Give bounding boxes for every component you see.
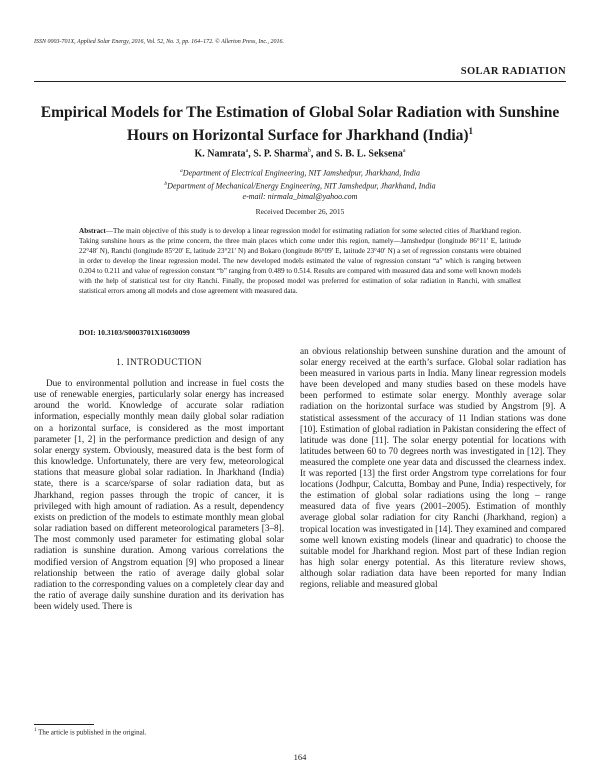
header-rule: [34, 81, 566, 82]
article-title-text: Empirical Models for The Estimation of Global Solar Radiation with Sunshine Hours on Horizontal Surface for Jharkhand (India): [40, 104, 560, 145]
abstract-label: Abstract: [79, 227, 106, 235]
footnote-text: The article is published in the original.: [38, 728, 147, 737]
affiliation-line: [0, 166, 600, 179]
footnote-mark: 1: [34, 728, 37, 733]
author-email[interactable]: e-mail: nirmala_bimal@yahoo.com: [242, 192, 358, 202]
author-separator: , and: [310, 148, 335, 160]
author-affil-mark: a: [245, 148, 249, 154]
author-affil-mark: a: [402, 148, 406, 154]
footnote: [34, 728, 146, 736]
doi[interactable]: DOI: 10.3103/S0003701X16030099: [79, 328, 190, 337]
affiliation-text: Department of Mechanical/Energy Engineering, NIT Jamshedpur, Jharkhand, India: [167, 181, 436, 191]
author-separator: ,: [248, 148, 254, 160]
author-list: [0, 148, 600, 159]
footnote-rule: [34, 724, 94, 725]
section-heading-introduction: 1. INTRODUCTION: [116, 358, 202, 368]
affiliation-line: [0, 179, 600, 192]
author-affil-mark: b: [307, 148, 311, 154]
journal-citation-header: ISSN 0003-701X, Applied Solar Energy, 2016, Vol. 52, No. 3, pp. 164–172. © Allerton Press, Inc., 2016.: [34, 39, 285, 45]
author-name: S. B. L. Seksena: [334, 148, 403, 160]
author-name: K. Namrata: [194, 148, 246, 160]
article-title: [40, 103, 560, 145]
affiliation-mark: b: [164, 180, 168, 187]
affiliation-text: Department of Electrical Engineering, NIT Jamshedpur, Jharkhand, India: [182, 168, 420, 178]
abstract: [79, 226, 521, 296]
title-footnote-mark: 1: [468, 126, 474, 136]
abstract-text: —The main objective of this study is to develop a linear regression model for estimating radiation for some selected cities of Jharkhand region. Taking sunshine hours as the prime concern, the three main places which come under this region, namely—Jamshedpur (longitude 86°11′ E, latitude 22°48′ N), Ranchi (longitude 85°20′ E, latitude 23°21′ N) and Bokaro (longitude 86°09′ E, latitude 23°40′ N) a set of regression constants were obtained in order to develop the linear regression model. The new developed models estimated the value of regression constant “a” which is ranging between 0.204 to 0.211 and value of regression constant “b” ranging from 0.489 to 0.514. Results are compared with measured data and some well known models with the help of statistical test for city Ranchi. Finally, the proposed model was preferred for estimation of solar radiation in Ranchi, with smallest statistical errors among all models and close agreement with measured data.: [79, 227, 521, 295]
introduction-right-column: an obvious relationship between sunshine duration and the amount of solar energy received at the earth’s surface. Global solar radiation has been measured in various parts in India. Many linear regression models have been developed and many studies based on these models have been performed to estimate solar energy. Monthly average solar radiation on the horizontal surface was studied by Angstrom [9]. A statistical assessment of the accuracy of 11 Indian stations was done [10]. Estimation of global radiation in Pakistan considering the effect of latitude was done [11]. The solar energy potential for locations with latitudes between 60 to 70 degrees north was investigated in [12]. They measured the complete one year data and discussed the clearness index. It was reported [13] the first order Angstrom type correlations for four locations (Jodhpur, Calcutta, Bombay and Pune, India) respectively, for the estimation of global solar radiations using the long – range measured data of five years (2001–2005). Estimation of monthly average global solar radiation for city Ranchi (Jharkhand, region) a tropical location was investigated in [14]. They examined and compared some well known existing models (linear and quadratic) to choose the suitable model for Jharkhand region. Most part of these Indian region has high solar energy potential. As this literature review shows, although solar radiation data have been reported for many Indian regions, reliable and measured global: [300, 346, 566, 589]
introduction-left-column: Due to environmental pollution and increase in fuel costs the use of renewable energies, particularly solar energy has increased around the world. Knowledge of accurate solar radiation information, especially monthly mean daily global solar radiation on a horizontal surface, is considered as the most important parameter [1, 2] in the performance prediction and design of any solar energy system. Obviously, measured data is the best form of this knowledge. Unfortunately, there are very few, meteorological stations that measure global solar radiation. In Jharkhand (India) state, there is a scarce/sparse of solar radiation data, but as Jharkhand, region passes through the tropic of cancer, it is privileged with high amount of radiation. As a result, dependency exists on prediction of the models to estimate monthly mean global solar radiation based on different meteorological parameters [3–8]. The most commonly used parameter for estimating global solar radiation is sunshine duration. Among various correlations the modified version of Angstrom equation [9] who proposed a linear relationship between the ratio of average daily global solar radiation to the corresponding values on a completely clear day and the ratio of average daily sunshine duration and its derivation has been widely used. There is: [34, 378, 284, 612]
section-label: SOLAR RADIATION: [460, 66, 566, 77]
affiliations: [0, 166, 600, 202]
received-date: Received December 26, 2015: [255, 207, 345, 216]
affiliation-mark: a: [180, 168, 183, 174]
author-name: S. P. Sharma: [253, 148, 308, 160]
page-number: 164: [293, 752, 307, 762]
